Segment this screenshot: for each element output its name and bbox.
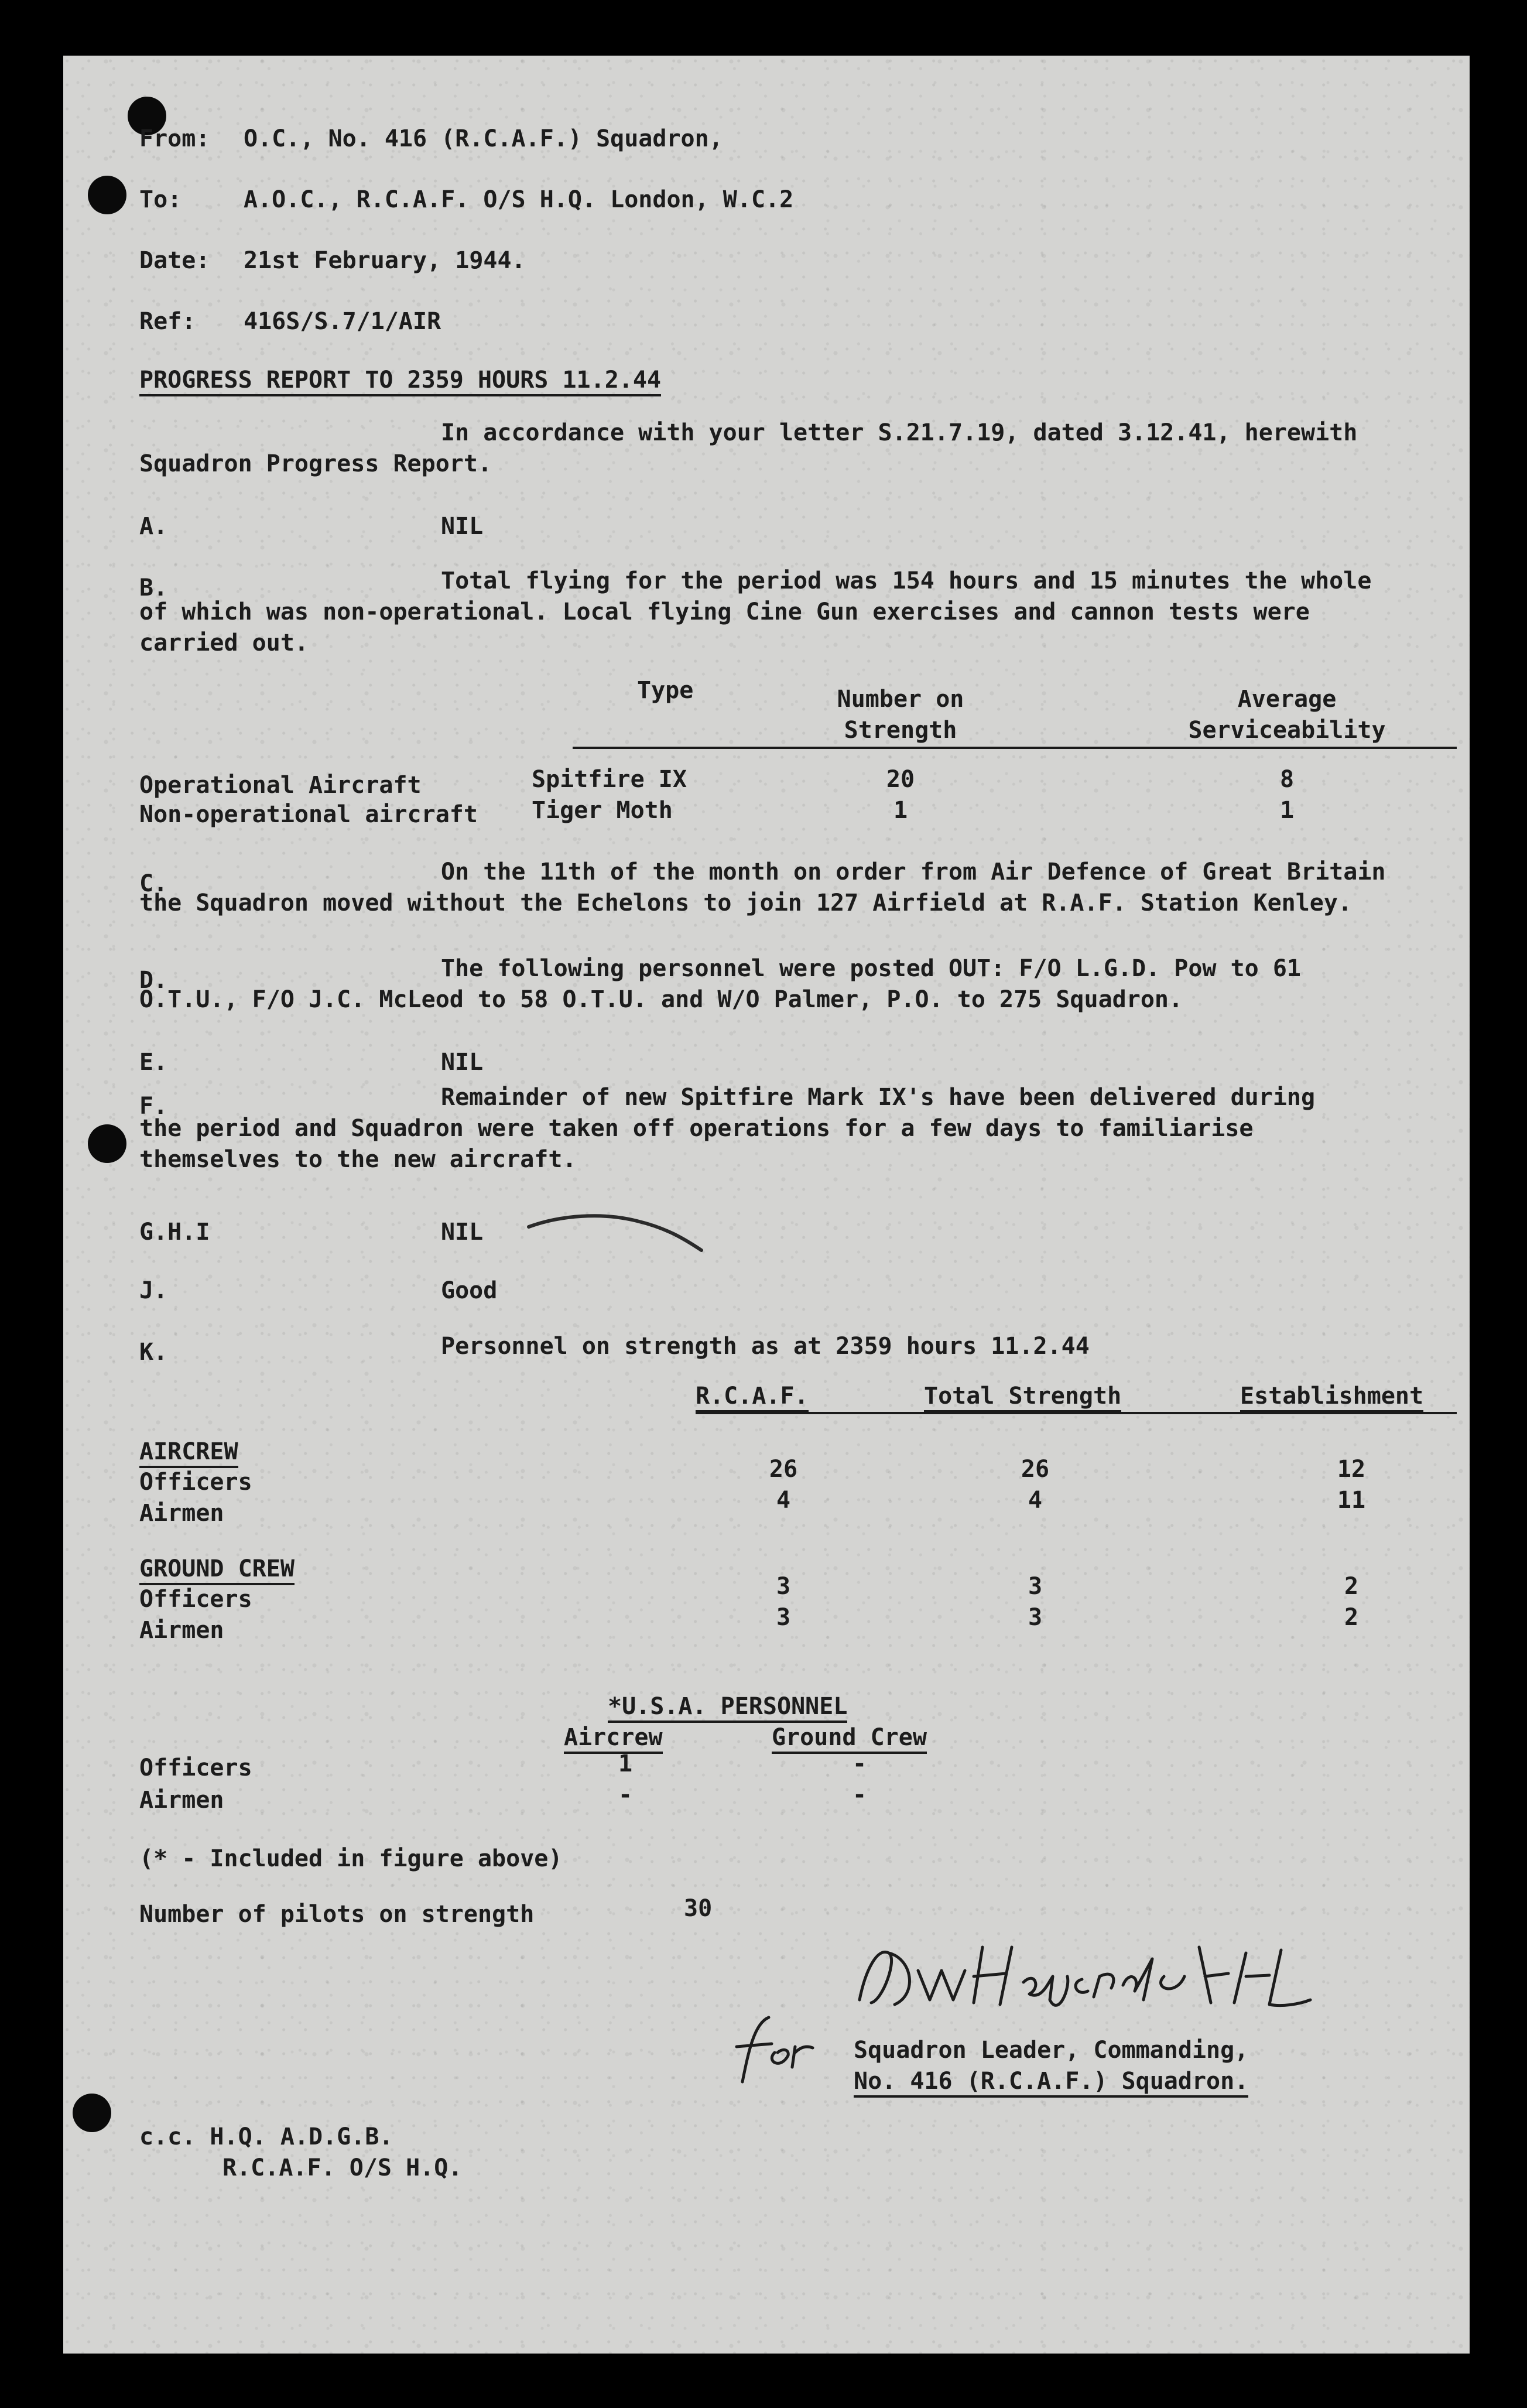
aircrew-officers-est: 12 <box>1337 1456 1366 1483</box>
usa-officers-label: Officers <box>139 1754 252 1781</box>
section-b-line-2: of which was non-operational. Local flying Cine Gun exercises and cannon tests were <box>139 598 1310 625</box>
cc-line-1: c.c. H.Q. A.D.G.B. <box>139 2123 393 2150</box>
signature-line-1: Squadron Leader, Commanding, <box>854 2037 1249 2064</box>
ground-officers-total: 3 <box>1028 1573 1043 1600</box>
for-signature <box>719 2006 836 2088</box>
pilots-value: 30 <box>684 1895 713 1922</box>
ground-officers-label: Officers <box>139 1586 252 1613</box>
section-j-label: J. <box>139 1277 168 1304</box>
aircraft-row-2-type: Tiger Moth <box>532 797 673 824</box>
from-value: O.C., No. 416 (R.C.A.F.) Squadron, <box>244 125 723 152</box>
aircrew-airmen-total: 4 <box>1028 1487 1043 1514</box>
section-b-label: B. <box>139 574 168 601</box>
to-label: To: <box>139 186 182 213</box>
aircraft-col-avg-1: Average <box>1237 686 1337 713</box>
section-c-label: C. <box>139 870 168 897</box>
pilots-label: Number of pilots on strength <box>139 1901 535 1928</box>
ground-airmen-total: 3 <box>1028 1604 1043 1631</box>
section-e-label: E. <box>139 1049 168 1076</box>
aircraft-row-2-number: 1 <box>893 797 908 824</box>
personnel-col-est: Establishment <box>1240 1382 1423 1412</box>
personnel-col-rcaf: R.C.A.F. <box>696 1382 809 1412</box>
punch-hole-middle <box>88 1124 126 1163</box>
section-b-line-3: carried out. <box>139 630 309 656</box>
document-page <box>63 56 1470 2354</box>
section-f-line-2: the period and Squadron were taken off operations for a few days to familiarise <box>139 1115 1254 1142</box>
section-f-line-3: themselves to the new aircraft. <box>139 1146 577 1173</box>
section-d-line-2: O.T.U., F/O J.C. McLeod to 58 O.T.U. and W/O Palmer, P.O. to 275 Squadron. <box>139 986 1183 1013</box>
aircraft-row-2-label: Non-operational aircraft <box>139 801 478 828</box>
usa-personnel-title: *U.S.A. PERSONNEL <box>608 1692 847 1723</box>
usa-footnote: (* - Included in figure above) <box>139 1845 563 1872</box>
section-k-label: K. <box>139 1339 168 1366</box>
aircraft-row-1-number: 20 <box>886 766 915 793</box>
ground-officers-est: 2 <box>1344 1573 1359 1600</box>
cc-line-2: R.C.A.F. O/S H.Q. <box>222 2154 463 2181</box>
section-c-line-2: the Squadron moved without the Echelons to join 127 Airfield at R.A.F. Station Kenley. <box>139 890 1353 916</box>
aircraft-col-type: Type <box>637 677 694 704</box>
usa-col-ground-crew: Ground Crew <box>772 1723 927 1754</box>
aircraft-header-rule <box>573 747 1457 749</box>
aircrew-airmen-rcaf: 4 <box>776 1487 791 1514</box>
ground-officers-rcaf: 3 <box>776 1573 791 1600</box>
aircrew-officers-total: 26 <box>1021 1456 1050 1483</box>
section-d-line-1: The following personnel were posted OUT: F/O L.G.D. Pow to 61 <box>441 955 1302 982</box>
from-label: From: <box>139 125 210 152</box>
ground-airmen-est: 2 <box>1344 1604 1359 1631</box>
section-a-label: A. <box>139 513 168 540</box>
personnel-header-rule <box>696 1412 1457 1414</box>
ground-crew-heading: GROUND CREW <box>139 1555 295 1585</box>
handwritten-signature <box>848 1935 1328 2023</box>
intro-line-1: In accordance with your letter S.21.7.19, dated 3.12.41, herewith <box>441 419 1358 446</box>
report-title: PROGRESS REPORT TO 2359 HOURS 11.2.44 <box>139 366 661 396</box>
ref-value: 416S/S.7/1/AIR <box>244 308 441 335</box>
section-ghi-text: NIL <box>441 1219 484 1246</box>
usa-airmen-aircrew: - <box>618 1781 633 1808</box>
pencil-mark <box>526 1203 713 1256</box>
aircraft-col-avg-2: Serviceability <box>1188 717 1386 744</box>
section-j-text: Good <box>441 1277 498 1304</box>
punch-hole-bottom <box>73 2094 111 2132</box>
usa-col-aircrew: Aircrew <box>564 1723 663 1754</box>
aircrew-officers-label: Officers <box>139 1469 252 1496</box>
section-d-label: D. <box>139 967 168 994</box>
usa-airmen-label: Airmen <box>139 1787 224 1814</box>
ref-label: Ref: <box>139 308 196 335</box>
aircrew-heading: AIRCREW <box>139 1438 238 1468</box>
aircraft-col-number-2: Strength <box>844 717 957 744</box>
personnel-col-total: Total Strength <box>924 1382 1121 1412</box>
date-value: 21st February, 1944. <box>244 247 526 274</box>
usa-officers-aircrew: 1 <box>618 1750 633 1777</box>
usa-officers-ground: - <box>852 1750 867 1777</box>
date-label: Date: <box>139 247 210 274</box>
aircrew-officers-rcaf: 26 <box>769 1456 798 1483</box>
section-b-line-1: Total flying for the period was 154 hours and 15 minutes the whole <box>441 567 1372 594</box>
aircraft-row-1-avg: 8 <box>1279 766 1295 793</box>
ground-airmen-rcaf: 3 <box>776 1604 791 1631</box>
usa-airmen-ground: - <box>852 1781 867 1808</box>
section-c-line-1: On the 11th of the month on order from Air Defence of Great Britain <box>441 858 1386 885</box>
section-f-line-1: Remainder of new Spitfire Mark IX's have been delivered during <box>441 1084 1316 1111</box>
section-k-text: Personnel on strength as at 2359 hours 11.2.44 <box>441 1333 1090 1360</box>
section-f-label: F. <box>139 1093 168 1120</box>
to-value: A.O.C., R.C.A.F. O/S H.Q. London, W.C.2 <box>244 186 794 213</box>
aircraft-row-1-label: Operational Aircraft <box>139 772 422 799</box>
punch-hole-upper <box>88 176 126 214</box>
aircraft-row-2-avg: 1 <box>1279 797 1295 824</box>
aircraft-col-number-1: Number on <box>837 686 964 713</box>
aircrew-airmen-label: Airmen <box>139 1500 224 1527</box>
section-ghi-label: G.H.I <box>139 1219 210 1246</box>
section-e-text: NIL <box>441 1049 484 1076</box>
intro-line-2: Squadron Progress Report. <box>139 450 492 477</box>
section-a-text: NIL <box>441 513 484 540</box>
ground-airmen-label: Airmen <box>139 1617 224 1644</box>
signature-line-2: No. 416 (R.C.A.F.) Squadron. <box>854 2067 1248 2098</box>
aircrew-airmen-est: 11 <box>1337 1487 1366 1514</box>
aircraft-row-1-type: Spitfire IX <box>532 766 687 793</box>
